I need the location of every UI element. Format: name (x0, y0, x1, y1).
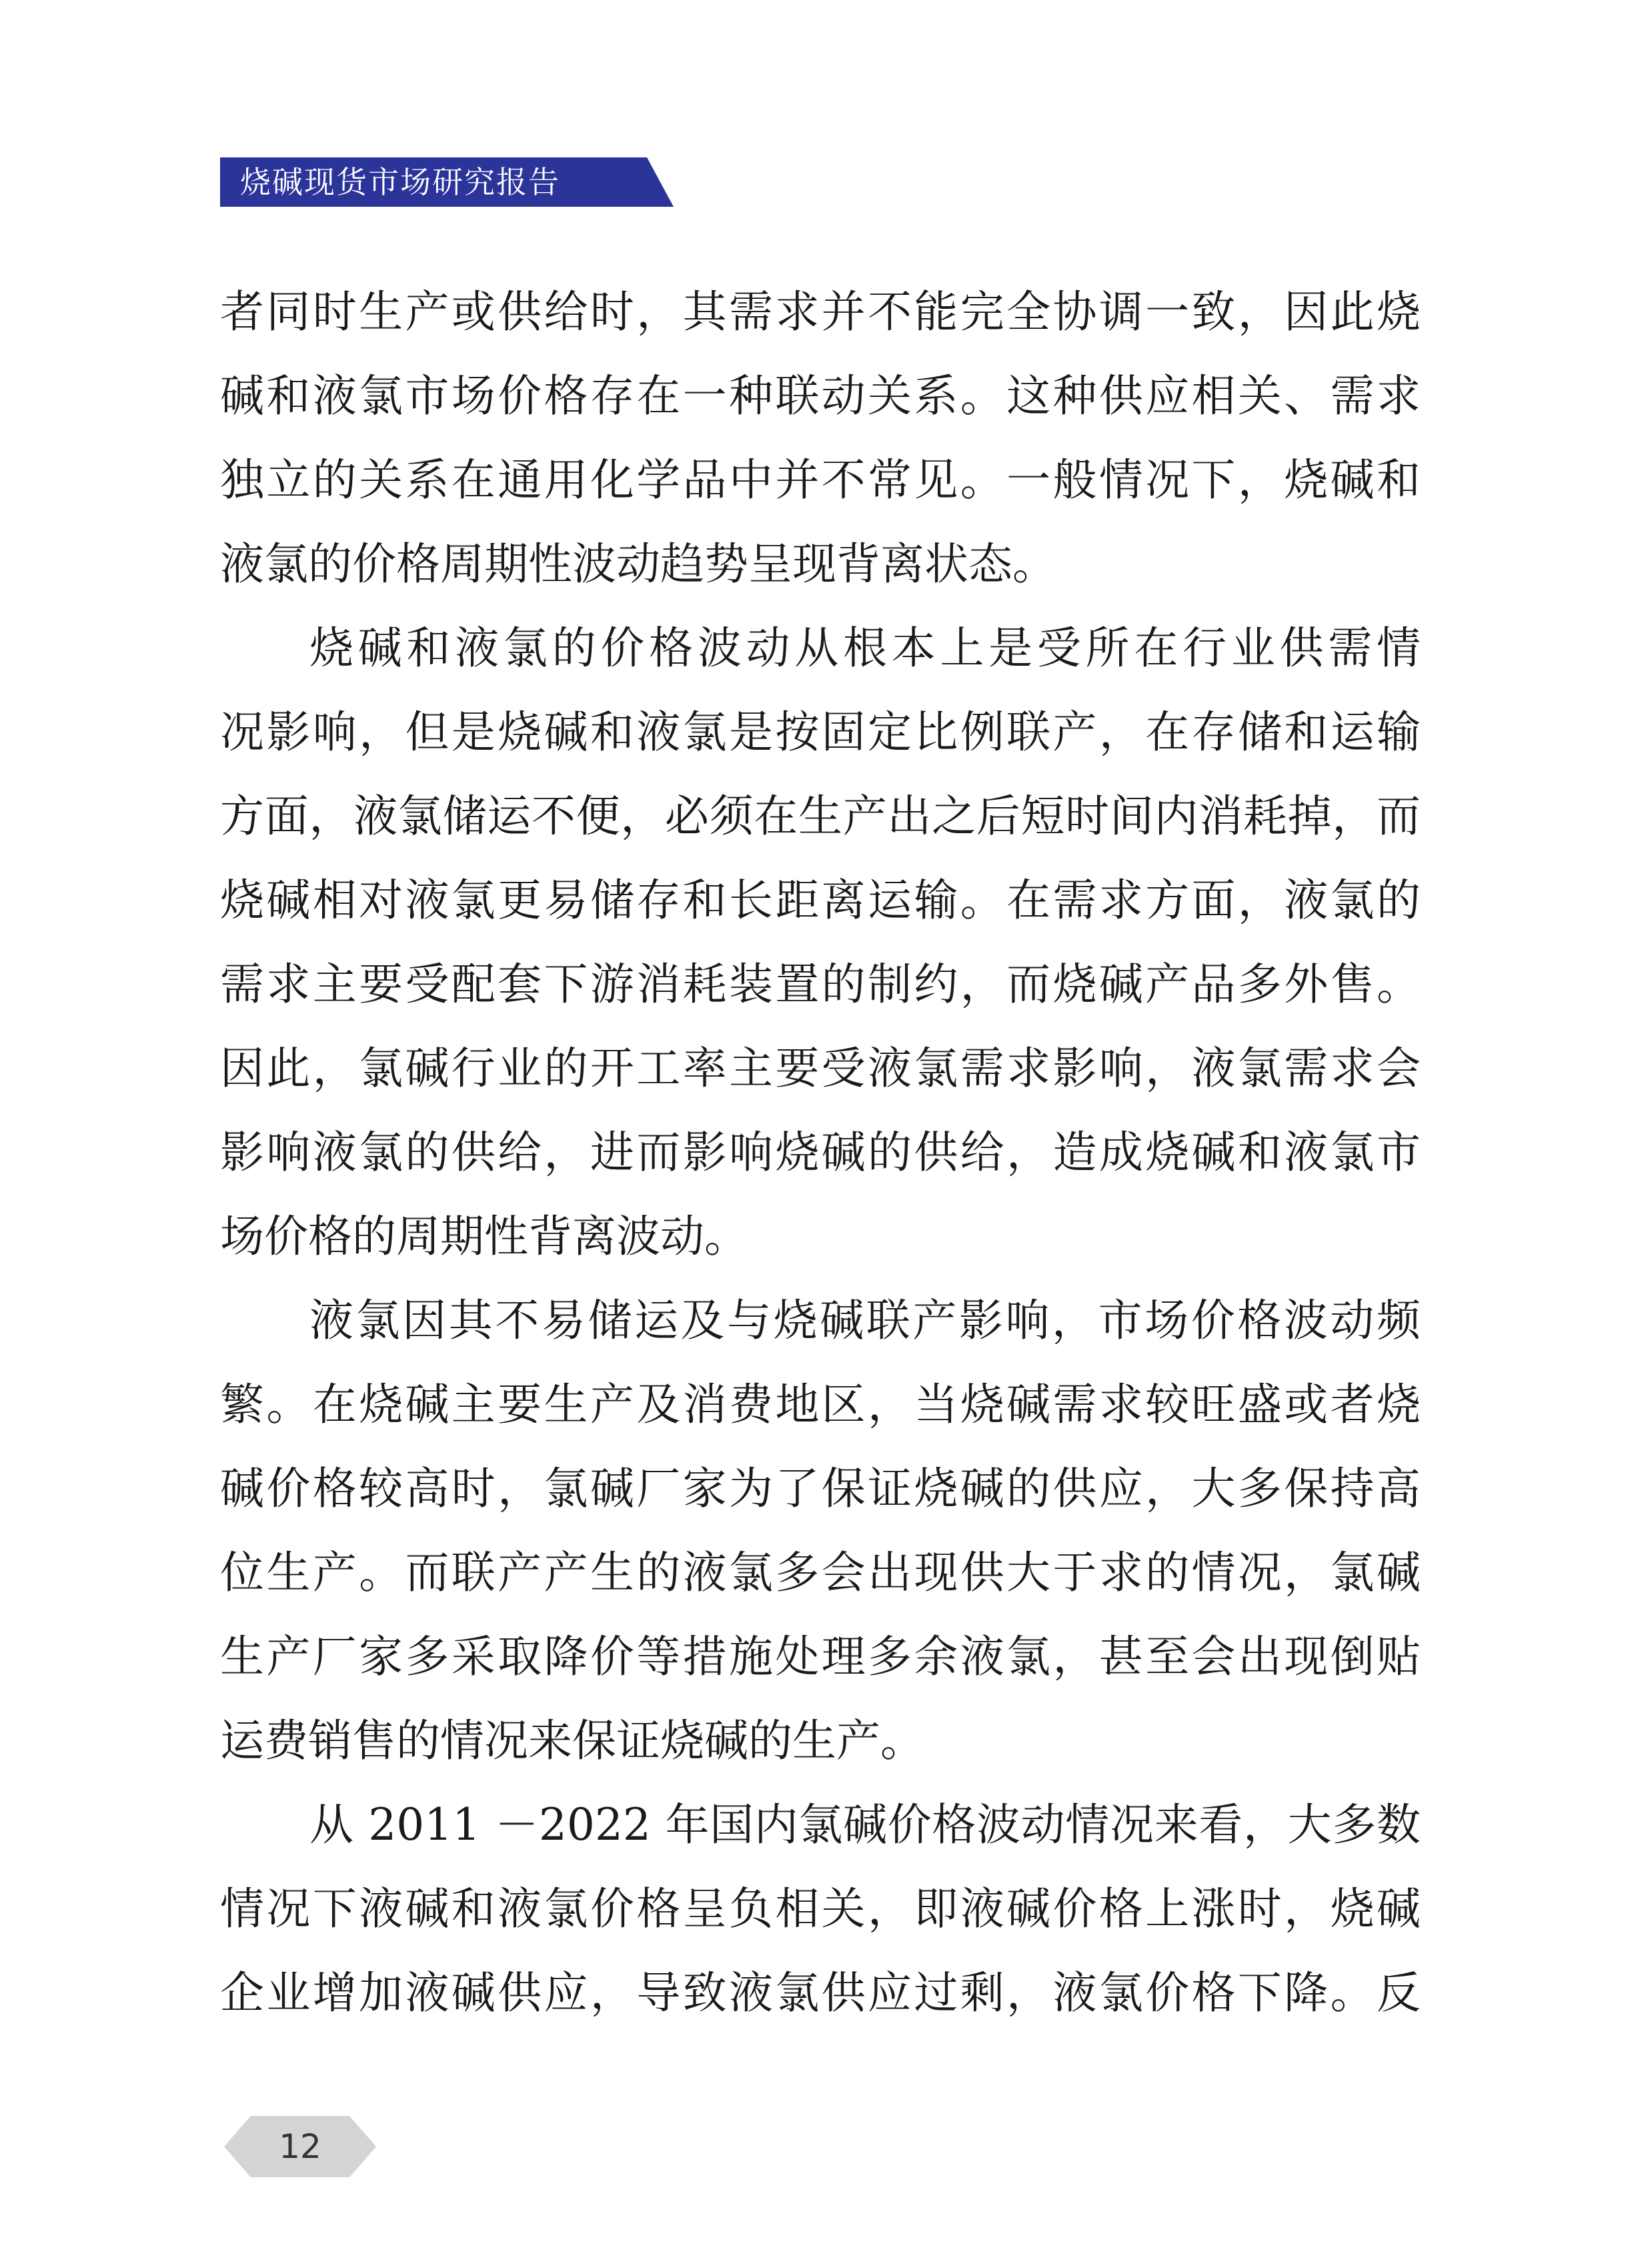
text-line: 独立的关系在通用化学品中并不常见。一般情况下，烧碱和 (220, 454, 1421, 506)
text-line: 液氯因其不易储运及与烧碱联产影响，市场价格波动频 (309, 1295, 1421, 1346)
text-line: 位生产。而联产产生的液氯多会出现供大于求的情况，氯碱 (220, 1547, 1421, 1598)
text-line: 方面，液氯储运不便，必须在生产出之后短时间内消耗掉，而 (220, 790, 1421, 842)
text-line: 况影响，但是烧碱和液氯是按固定比例联产，在存储和运输 (220, 706, 1421, 758)
text-line: 因此，氯碱行业的开工率主要受液氯需求影响，液氯需求会 (220, 1043, 1421, 1094)
header-title: 烧碱现货市场研究报告 (240, 164, 560, 200)
text-line: 碱和液氯市场价格存在一种联动关系。这种供应相关、需求 (220, 370, 1421, 422)
running-header (220, 157, 674, 207)
text-line: 运费销售的情况来保证烧碱的生产。 (220, 1715, 924, 1766)
text-line: 需求主要受配套下游消耗装置的制约，而烧碱产品多外售。 (220, 959, 1421, 1010)
text-line: 生产厂家多采取降价等措施处理多余液氯，甚至会出现倒贴 (220, 1631, 1421, 1682)
page-number-badge (224, 2116, 376, 2177)
text-line: 企业增加液碱供应，导致液氯供应过剩，液氯价格下降。反 (220, 1967, 1421, 2019)
text-line: 繁。在烧碱主要生产及消费地区，当烧碱需求较旺盛或者烧 (220, 1379, 1421, 1430)
text-line: 情况下液碱和液氯价格呈负相关，即液碱价格上涨时，烧碱 (220, 1883, 1421, 1934)
body-text (220, 270, 1421, 2035)
text-line: 影响液氯的供给，进而影响烧碱的供给，造成烧碱和液氯市 (220, 1127, 1421, 1178)
text-line: 液氯的价格周期性波动趋势呈现背离状态。 (220, 538, 1056, 590)
text-line: 者同时生产或供给时，其需求并不能完全协调一致，因此烧 (220, 286, 1421, 338)
text-line: 烧碱相对液氯更易储存和长距离运输。在需求方面，液氯的 (220, 875, 1421, 926)
text-line: 烧碱和液氯的价格波动从根本上是受所在行业供需情 (309, 622, 1421, 674)
text-line: 碱价格较高时，氯碱厂家为了保证烧碱的供应，大多保持高 (220, 1463, 1421, 1514)
text-line: 从 2011 －2022 年国内氯碱价格波动情况来看，大多数 (309, 1799, 1421, 1850)
text-line: 场价格的周期性背离波动。 (220, 1211, 748, 1262)
page-number: 12 (279, 2127, 321, 2166)
